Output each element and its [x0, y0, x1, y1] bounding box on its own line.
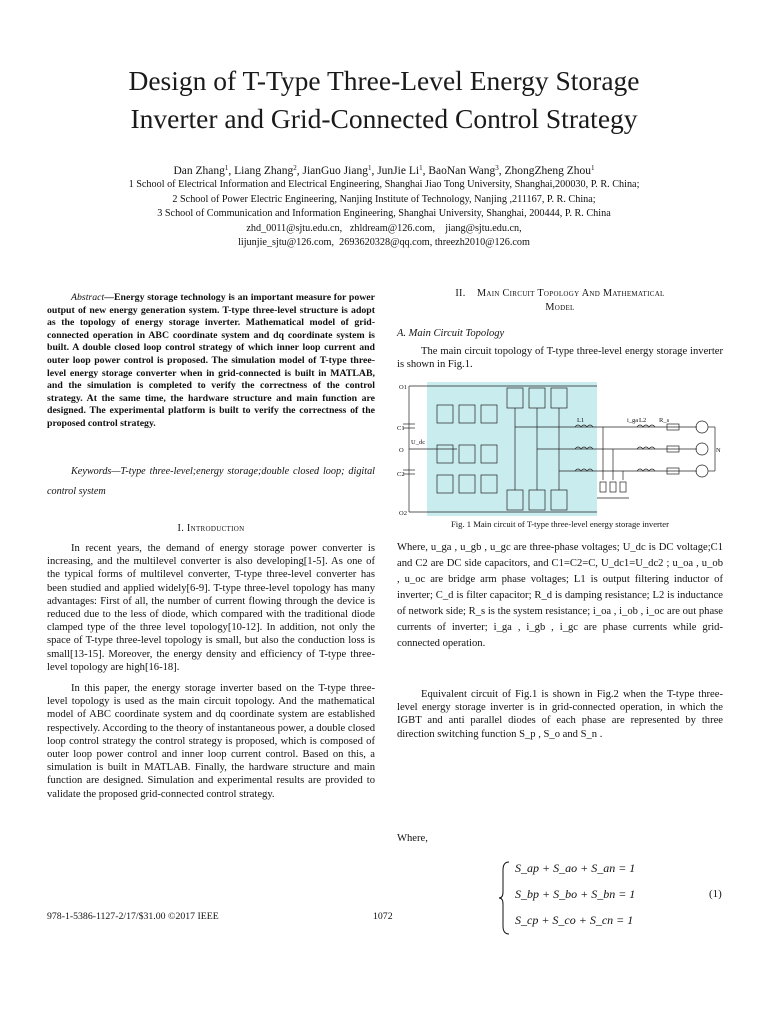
author-affiliation-mark: 2 — [293, 164, 297, 172]
label-l2: L2 — [639, 417, 647, 424]
author-name: JianGuo Jiang — [302, 165, 368, 177]
section-main-heading-line-1: II. Main Circuit Topology And Mathematical — [455, 288, 665, 299]
paper-title — [40, 62, 728, 138]
label-o: O — [399, 447, 404, 454]
keywords-text: —T-type three-level;energy storage;double closed loop; digital control system — [47, 466, 375, 497]
section-main-heading — [397, 287, 723, 315]
author-affiliation-mark: 1 — [367, 164, 372, 172]
label-c2: C2 — [397, 471, 405, 478]
label-rs: R_s — [659, 417, 670, 424]
intro-paragraph-2: In this paper, the energy storage inverter based on the T-type three-level topology is used as the main circuit topology. And the mathematical model of ABC coordinate system and dq coordinate system are established respectively. According to the theory of instantaneous power, a double closed loop control strategy the control strategy is proposed, which is composed of outer loop power control and inner loop current control. Based on this, a simulation is built in MATLAB. Finally, the hardware structure and main function are designed. Simulation and experimental results are provided to validate the proposed grid-connected control strategy. — [47, 683, 375, 800]
emails-line-1: zhd_0011@sjtu.edu.cn, zhldream@126.com, jiang@sjtu.edu.cn, — [246, 222, 522, 234]
intro-body — [47, 542, 375, 809]
footer-copyright: 978-1-5386-1127-2/17/$31.00 ©2017 IEEE — [47, 911, 219, 922]
equivalent-circuit-text — [397, 688, 723, 741]
author-name: JunJie Li — [377, 165, 420, 177]
title-line-2: Inverter and Grid-Connected Control Strategy — [130, 103, 638, 134]
variable-description-text: Where, u_ga , u_gb , u_gc are three-phase voltages; U_dc is DC voltage;C1 and C2 are DC side capacitors, and C1=C2=C, U_dc1=U_dc2 ; u_oa , u_ob , u_oc are bridge arm phase voltages; L1 is output filtering inductor of inverter; C_d is filter capacitor; R_d is damping resistance; L2 is inductance of network side; R_s is the system resistance; i_oa , i_ob , i_oc are out phase currents of inverter; i_ga , i_gb , i_gc are phase currents while grid-connected operation. — [397, 542, 723, 649]
keywords-label: Keywords — [71, 466, 112, 477]
affiliation-2: 2 School of Power Electric Engineering, Nanjing Institute of Technology, Nanjing ,211167, P. R. China; — [172, 193, 596, 205]
affiliation-3: 3 School of Communication and Information Engineering, Shanghai University, Shanghai, 200444, P. R. China — [157, 208, 611, 219]
abstract-text: —Energy storage technology is an important measure for power output of new energy generation system. T-type three-level structure is adopt as the topology of energy storage inverter. Mathematical model of grid-connected operation in ABC coordinate system and dq coordinate system is built. A double closed loop control strategy of which inner loop current and outer loop power control is proposed. The simulation model of T-type three-level energy storage converter when in grid-connected is built in MATLAB, and the simulation is completed to verify the correctness of the control strategy. At the same time, the hardware structure and main function are designed. The experimental platform is built to verify the correctness of the proposed control strategy. — [47, 292, 375, 429]
author-name: Dan Zhang — [173, 165, 225, 177]
intro-paragraph-1: In recent years, the demand of energy storage power converter is increasing, and the multilevel converter is also developing[1-5]. As one of the typical forms of multilevel converter, T-type three-level converter has been studied and applied widely[6-9]. T-type three-level topology has many advantages: First of all, the number of current flowing through the device is reduced due to the less of diode, which compared with the traditional diode clamped type of the three level topology[10-12]. In addition, not only the space of T-type three-level topology is small, but also the conduction loss is small[13-15]. Moreover, the energy density and efficiency of T-type three- level topology are high[16-18]. — [47, 543, 375, 673]
topology-intro-text — [397, 345, 723, 371]
subsection-a-heading: A. Main Circuit Topology — [397, 328, 505, 339]
affiliations — [0, 178, 768, 251]
equation-line-2: S_bp + S_bo + S_bn = 1 — [515, 887, 636, 901]
author-affiliation-mark: 1 — [591, 164, 595, 172]
section-main-heading-line-2: Model — [545, 302, 575, 313]
variable-description — [397, 540, 723, 652]
author-name: BaoNan Wang — [428, 165, 496, 177]
abstract — [47, 292, 375, 431]
footer-page-number: 1072 — [373, 911, 393, 922]
keywords — [47, 462, 375, 502]
author-name: ZhongZheng Zhou — [504, 165, 592, 177]
topology-paragraph: The main circuit topology of T-type three-level energy storage inverter is shown in Fig.1. — [397, 346, 723, 371]
author-affiliation-mark: 3 — [495, 164, 499, 172]
where-label: Where, — [397, 833, 428, 844]
equation-1 — [497, 858, 727, 938]
equation-line-1: S_ap + S_ao + S_an = 1 — [515, 861, 636, 875]
label-n: N — [716, 447, 721, 454]
author-list: Dan Zhang$^1$, Liang Zhang$^2$, JianGuo Jiang$^1$, JunJie Li$^1$, BaoNan Wang$^3$, ZhongZheng Zhou$^1$ — [173, 164, 595, 177]
label-l1: L1 — [577, 417, 585, 424]
section-intro-heading: I. Introduction — [177, 523, 245, 534]
label-ia: i_ga — [627, 417, 639, 424]
equation-line-3: S_cp + S_co + S_cn = 1 — [515, 913, 634, 927]
label-c1: C1 — [397, 425, 405, 432]
abstract-label: Abstract — [71, 292, 105, 303]
author-name: Liang Zhang — [234, 165, 294, 177]
author-affiliation-mark: 1 — [419, 164, 423, 172]
equation-brace — [497, 860, 511, 936]
label-o1: O1 — [399, 384, 407, 391]
figure-caption: Fig. 1 Main circuit of T-type three-level energy storage inverter — [451, 519, 669, 529]
equation-number: (1) — [709, 888, 722, 900]
emails-line-2: lijunjie_sjtu@126.com, 2693620328@qq.com, threezh2010@126.com — [238, 237, 530, 248]
title-line-1: Design of T-Type Three-Level Energy Storage — [128, 65, 640, 96]
equivalent-circuit-paragraph: Equivalent circuit of Fig.1 is shown in Fig.2 when the T-type three-level energy storage inverter is in grid-connected operation, in which the IGBT and anti parallel diodes of each phase are represented by three direction switching function S_p , S_o and S_n . — [397, 689, 723, 740]
label-udc: U_dc — [411, 439, 426, 446]
affiliation-1: 1 School of Electrical Information and Electrical Engineering, Shanghai Jiao Tong University, Shanghai,200030, P. R. China; — [128, 179, 640, 190]
label-o2: O2 — [399, 510, 407, 517]
circuit-diagram — [397, 380, 723, 518]
author-affiliation-mark: 1 — [224, 164, 229, 172]
